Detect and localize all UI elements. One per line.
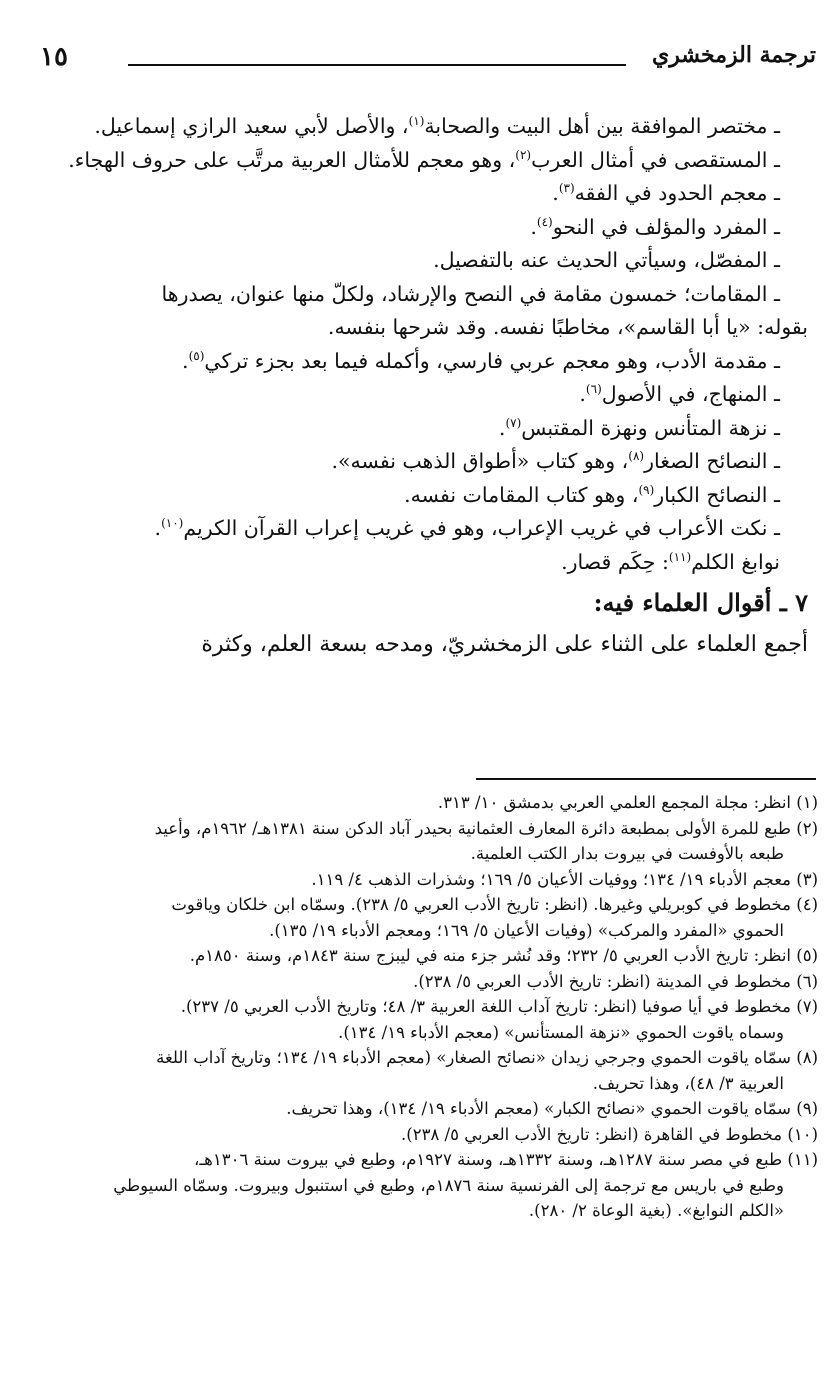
body-line [45,311,808,345]
footnotes [28,790,818,1224]
line-text: ـ المنهاج، في الأصول [601,382,780,406]
line-text: ـ المفصّل، وسيأتي الحديث عنه بالتفصيل. [433,248,780,272]
section-paragraph: أجمع العلماء على الثناء على الزمخشريّ، ومدحه بسعة العلم، وكثرة [201,632,808,657]
body-line [45,445,808,479]
body-line [45,479,808,513]
page-number: ١٥ [40,42,68,72]
footnote-marker: (٤) [536,214,553,229]
body-line [45,144,808,178]
body-text [45,110,808,665]
body-line [45,412,808,446]
line-text: بقوله: «يا أبا القاسم»، مخاطبًا نفسه. وقد شرحها بنفسه. [327,315,808,339]
footnote-line: (٦) مخطوط في المدينة (انظر: تاريخ الأدب العربي ٥/ ٢٣٨). [413,971,818,991]
footnote-line: طبعه بالأوفست في بيروت بدار الكتب العلمية. [470,844,784,863]
body-line [45,244,808,278]
line-text-after: ، والأصل لأبي سعيد الرازي إسماعيل. [94,114,409,138]
header-rule [128,64,626,66]
line-text-after: ، وهو كتاب المقامات نفسه. [404,482,639,507]
body-line [45,512,808,546]
line-text: ـ مختصر الموافقة بين أهل البيت والصحابة [424,114,780,138]
footnote-line: وسماه ياقوت الحموي «نزهة المستأنس» (معجم الأدباء ١٩/ ١٣٤). [338,1022,784,1042]
line-text: ـ المستقصى في أمثال العرب [531,147,780,172]
body-line [45,546,808,580]
footnote-line: (٤) مخطوط في كوبريلي وغيرها. (انظر: تاريخ الأدب العربي ٥/ ٢٣٨). وسمّاه ابن خلكان وياقوت [171,895,818,914]
line-text-after: . [552,181,559,205]
line-text-after: : حِكَم قصار. [561,549,669,574]
line-text-after: . [530,214,537,239]
footnote-marker: (٣) [558,181,575,196]
footnote-line: (٢) طبع للمرة الأولى بمطبعة دائرة المعارف العثمانية بحيدر آباد الدكن سنة ١٣٨١هـ/ ١٩٦٢م، وأعيد [154,818,818,838]
line-text: ـ النصائح الكبار [654,482,780,507]
line-text: نوابغ الكلم [691,549,780,574]
body-line [45,177,808,211]
footnote-line: (١١) طبع في مصر سنة ١٢٨٧هـ، وسنة ١٣٣٢هـ، وسنة ١٩٢٧م، وطبع في بيروت سنة ١٣٠٦هـ، [194,1150,818,1169]
footnote-marker: (١٠) [161,516,184,531]
footnote-marker: (١) [408,114,425,129]
footnote-line: (٧) مخطوط في أيا صوفيا (انظر: تاريخ آداب اللغة العربية ٣/ ٤٨؛ وتاريخ الأدب العربي ٥/ ٢٣٧). [180,997,818,1016]
footnote-marker: (١١) [668,549,692,564]
footnote-marker: (٦) [585,382,602,397]
footnote-line: «الكلم النوابغ». (بغية الوعاة ٢/ ٢٨٠). [528,1201,784,1220]
footnote-line: (٣) معجم الأدباء ١٩/ ١٣٤؛ ووفيات الأعيان ٥/ ١٦٩؛ وشذرات الذهب ٤/ ١١٩. [311,869,818,889]
line-text: ـ مقدمة الأدب، وهو معجم عربي فارسي، وأكمله فيما بعد بجزء تركي [204,348,780,373]
section-heading: ٧ ـ أقوال العلماء فيه: [593,588,808,617]
line-text-after: ، وهو كتاب «أطواق الذهب نفسه». [331,449,629,473]
line-text: ـ المقامات؛ خمسون مقامة في النصح والإرشاد، ولكلّ منها عنوان، يصدرها [161,281,780,306]
footnote-line: (٩) سمّاه ياقوت الحموي «نصائح الكبار» (معجم الأدباء ١٩/ ١٣٤)، وهذا تحريف. [286,1099,818,1118]
footnote-marker: (٨) [628,449,645,464]
line-text-after: ، وهو معجم للأمثال العربية مرتَّب على حروف الهجاء. [68,147,516,172]
line-text: ـ النصائح الصغار [644,449,780,473]
line-text: ـ المفرد والمؤلف في النحو [552,214,780,239]
body-line [45,345,808,379]
body-line [45,110,808,144]
footnote-line: (٥) انظر: تاريخ الأدب العربي ٥/ ٢٣٢؛ وقد نُشر جزء منه في ليبزج سنة ١٨٤٣م، وسنة ١٨٥٠م. [189,946,818,965]
footnote-marker: (٩) [638,482,655,497]
line-text: ـ معجم الحدود في الفقه [574,181,780,205]
line-text: ـ نكت الأعراب في غريب الإعراب، وهو في غريب إعراب القرآن الكريم [183,516,780,540]
line-text: ـ نزهة المتأنس ونهزة المقتبس [521,415,780,440]
line-text-after: . [154,516,162,540]
running-header [40,42,816,82]
works-list [45,110,808,579]
footnote-line: العربية ٣/ ٤٨)، وهذا تحريف. [592,1073,784,1093]
footnote-marker: (٥) [188,348,205,363]
footnote-line: وطبع في باريس مع ترجمة إلى الفرنسية سنة ١٨٧٦م، وطبع في استنبول وبيروت. وسمّاه السيوطي [113,1175,784,1195]
body-line [45,278,808,312]
line-text-after: . [579,382,586,406]
footnote-line: الحموي «المفرد والمركب» (وفيات الأعيان ٥/ ١٦٩؛ ومعجم الأدباء ١٩/ ١٣٥). [269,920,784,940]
footnote-line: (١) انظر: مجلة المجمع العلمي العربي بدمشق ١٠/ ٣١٣. [437,793,818,812]
line-text-after: . [498,415,506,440]
footnote-line: (١٠) مخطوط في القاهرة (انظر: تاريخ الأدب العربي ٥/ ٢٣٨). [401,1124,818,1144]
body-line [45,211,808,245]
footnote-line: (٨) سمّاه ياقوت الحموي وجرجي زيدان «نصائح الصغار» (معجم الأدباء ١٩/ ١٣٤؛ وتاريخ آداب اللغة [156,1048,818,1067]
running-title: ترجمة الزمخشري [652,42,816,68]
body-line [45,378,808,412]
footnote-marker: (٢) [515,147,532,162]
footnote-separator [476,778,816,780]
line-text-after: . [182,348,189,373]
footnote-marker: (٧) [505,415,522,430]
